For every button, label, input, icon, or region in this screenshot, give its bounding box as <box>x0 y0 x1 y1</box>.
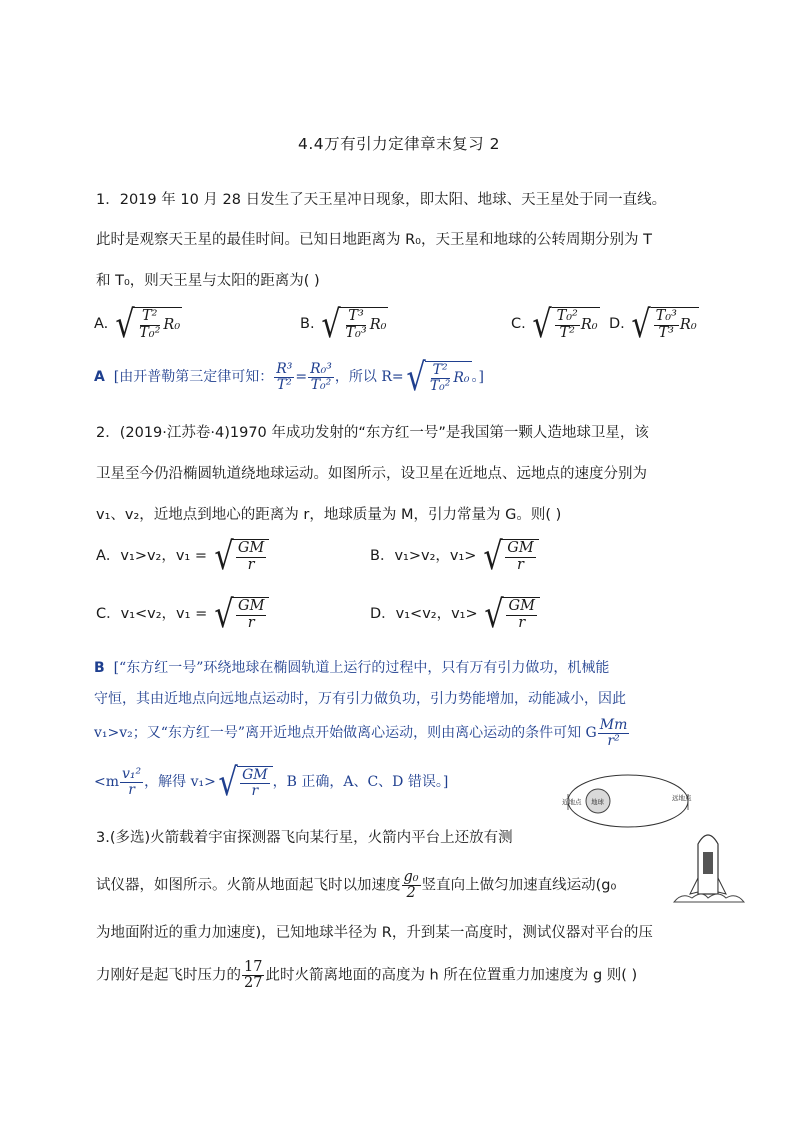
q1-option-d: D. √ $\frac{\text{T₀³}}{\text{T³}}$ R₀ <box>609 302 697 346</box>
q2-answer-line2: 守恒，其由近地点向远地点运动时，万有引力做负功，引力势能增加，动能减小，因此 <box>94 691 626 707</box>
q1-line1: 1．2019 年 10 月 28 日发生了天王星冲日现象，即太阳、地球、天王星处于同一直线。 <box>96 192 667 208</box>
q1-line2: 此时是观察天王星的最佳时间。已知日地距离为 R₀，天王星和地球的公转周期分别为 T <box>96 232 652 248</box>
option-label: A. <box>94 316 109 332</box>
q3-line2: 试仪器，如图所示。火箭从地面起飞时以加速度 $\frac{\text{g₀}}{2}$ 竖直向上做匀加速直线运动(g₀ <box>96 869 617 902</box>
q2-line1: 2．(2019·江苏卷·4)1970 年成功发射的“东方红一号”是我国第一颗人造地球卫星，该 <box>96 425 649 441</box>
q2-line2: 卫星至今仍沿椭圆轨道绕地球运动。如图所示，设卫星在近地点、远地点的速度分别为 <box>96 466 647 482</box>
q3-line3: 为地面附近的重力加速度)，已知地球半径为 R，升到某一高度时，测试仪器对平台的压 <box>96 925 653 941</box>
q2-option-c: C．v₁<v₂，v₁ = √ $\frac{GM}{r}$ <box>96 595 269 633</box>
q2-option-a: A．v₁>v₂，v₁ = √ $\frac{GM}{r}$ <box>96 537 269 575</box>
q1-option-b: B. √ $\frac{\text{T³}}{\text{T₀³}}$ R₀ <box>300 302 387 346</box>
page-title: 4.4万有引力定律章末复习 2 <box>298 135 500 153</box>
q2-line3: v₁、v₂，近地点到地心的距离为 r，地球质量为 M，引力常量为 G。则( ) <box>96 507 562 523</box>
q3-line1: 3.(多选)火箭载着宇宙探测器飞向某行星，火箭内平台上还放有测 <box>96 830 513 846</box>
q1-answer: A [由开普勒第三定律可知： $\frac{\text{R³}}{\text{T²}}$ = $\frac{\text{R₀³}}{\text{T₀²}}$ ，所以 R= √ $\frac{\text{T²}}{\text{T₀²}}$ R₀ 。] <box>94 355 485 399</box>
q1-line3: 和 T₀，则天王星与太阳的距离为( ) <box>96 273 320 289</box>
q1-option-a: A. √ $\frac{\text{T²}}{\text{T₀²}}$ R₀ <box>94 302 181 346</box>
option-label: D. <box>609 316 625 332</box>
q2-option-d: D．v₁<v₂，v₁> √ $\frac{GM}{r}$ <box>370 595 540 633</box>
option-label: C. <box>511 316 526 332</box>
q3-line4: 力刚好是起飞时压力的 $\frac{17}{27}$ 此时火箭离地面的高度为 h 所在位置重力加速度为 g 则( ) <box>96 959 638 992</box>
q1-option-c: C. √ $\frac{\text{T₀²}}{\text{T²}}$ R₀ <box>511 302 598 346</box>
q2-answer-line1: B [“东方红一号”环绕地球在椭圆轨道上运行的过程中，只有万有引力做功，机械能 <box>94 660 610 676</box>
earth-label: 地球 <box>591 798 604 806</box>
q2-option-b: B．v₁>v₂，v₁> √ $\frac{GM}{r}$ <box>370 537 539 575</box>
near-point-label: 近地点 <box>562 798 582 806</box>
q2-answer-line4: <m $\frac{\text{v₁²}}{r}$ ，解得 v₁> √ $\frac{GM}{r}$ ，B 正确，A、C、D 错误。] <box>94 760 449 804</box>
rocket-window <box>703 852 713 874</box>
exhaust-smoke <box>674 894 744 902</box>
q2-answer-line3: v₁>v₂；又“东方红一号”离开近地点开始做离心运动，则由离心运动的条件可知 G $\frac{Mm}{\text{r²}}$ <box>94 717 628 749</box>
rocket-fin-left <box>690 878 698 894</box>
rocket-diagram <box>668 822 748 908</box>
rocket-fin-right <box>718 878 726 894</box>
far-point-label: 远地点 <box>672 794 692 802</box>
option-label: B. <box>300 316 315 332</box>
